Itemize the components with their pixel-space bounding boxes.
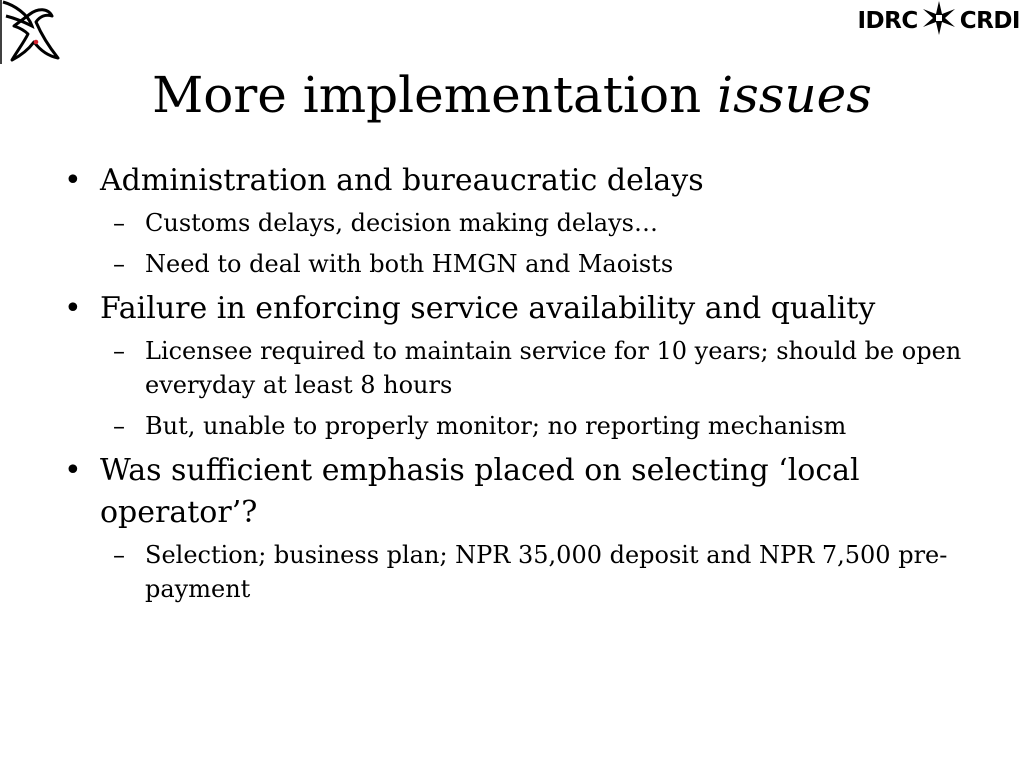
sub-bullet-item xyxy=(100,247,962,281)
page-title xyxy=(0,60,1024,130)
bullet-list xyxy=(62,160,962,606)
sub-bullet-marker: – xyxy=(113,337,125,365)
sub-bullet-text: Selection; business plan; NPR 35,000 deposit and NPR 7,500 pre-payment xyxy=(145,541,948,603)
bullet-marker: • xyxy=(64,291,82,326)
title-main-text: More implementation xyxy=(152,66,718,124)
sub-bullet-item xyxy=(100,206,962,240)
sub-bullet-item xyxy=(100,538,962,606)
sub-bullet-item xyxy=(100,409,962,443)
bullet-marker: • xyxy=(64,163,82,198)
sub-bullet-marker: – xyxy=(113,412,125,440)
sub-bullet-text: Need to deal with both HMGN and Maoists xyxy=(145,250,674,278)
sub-bullet-list xyxy=(100,538,962,606)
bullet-text: Administration and bureaucratic delays xyxy=(100,163,704,198)
title-emphasis-text: issues xyxy=(717,66,872,124)
sub-bullet-item xyxy=(100,334,962,402)
bullet-item xyxy=(62,160,962,281)
brand-crdi-text: CRDI xyxy=(959,8,1020,34)
sub-bullet-text: Customs delays, decision making delays… xyxy=(145,209,658,237)
sub-bullet-marker: – xyxy=(113,541,125,569)
stylized-bird-logo-icon xyxy=(0,0,62,64)
bullet-marker: • xyxy=(64,453,82,488)
sub-bullet-list xyxy=(100,206,962,281)
bullet-item xyxy=(62,450,962,606)
sub-bullet-text: Licensee required to maintain service for 10 years; should be open everyday at least 8 hours xyxy=(145,337,962,399)
idrc-crdi-logo xyxy=(858,2,1021,40)
bullet-text: Failure in enforcing service availability and quality xyxy=(100,291,876,326)
sub-bullet-text: But, unable to properly monitor; no reporting mechanism xyxy=(145,412,847,440)
bullet-text: Was sufficient emphasis placed on selecting ‘local operator’? xyxy=(100,453,860,530)
star-emblem-icon xyxy=(921,0,957,42)
sub-bullet-marker: – xyxy=(113,250,125,278)
sub-bullet-list xyxy=(100,334,962,443)
slide-content xyxy=(62,160,962,613)
bullet-item xyxy=(62,288,962,443)
sub-bullet-marker: – xyxy=(113,209,125,237)
brand-idrc-text: IDRC xyxy=(857,8,918,34)
